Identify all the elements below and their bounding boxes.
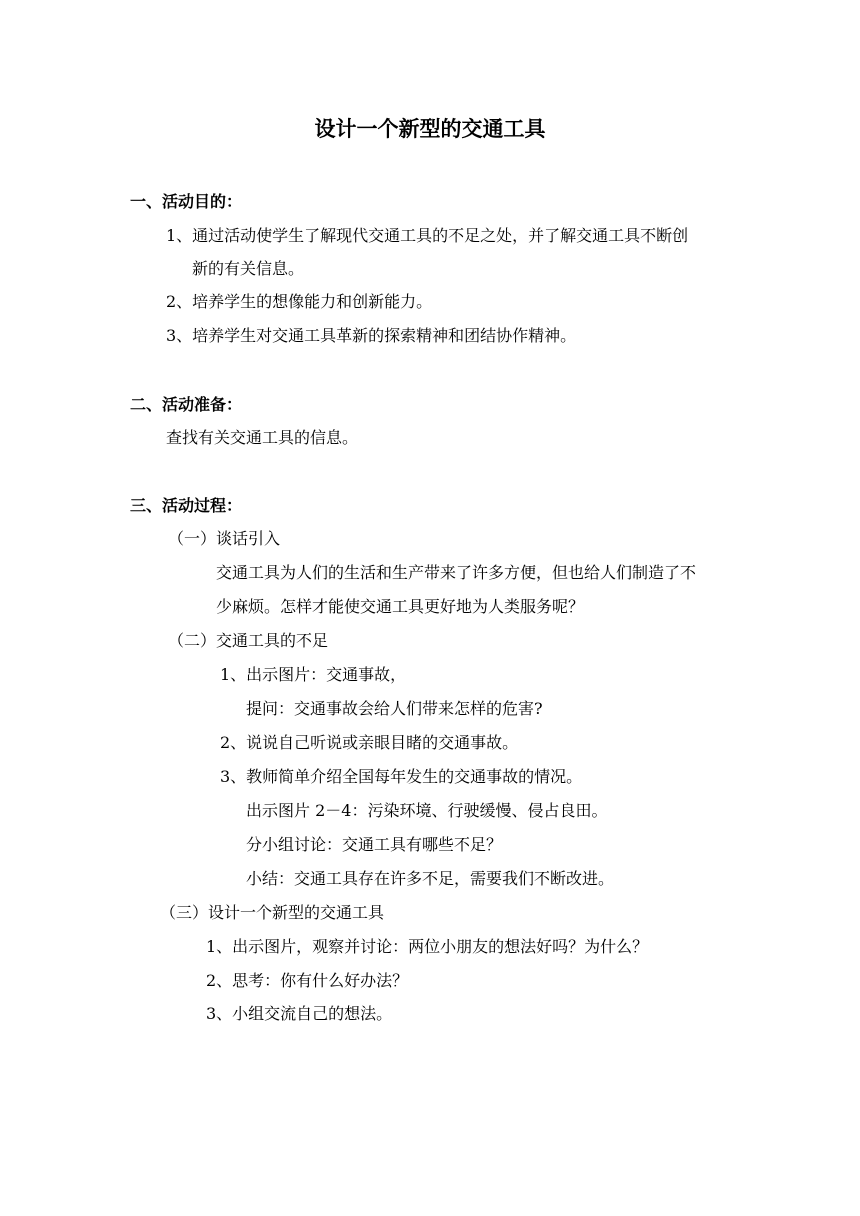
- part1-text-line2: 少麻烦。怎样才能使交通工具更好地为人类服务呢？: [216, 597, 585, 616]
- part2-item1: 1、出示图片：交通事故，: [220, 665, 407, 684]
- part2-heading: （二）交通工具的不足: [168, 631, 329, 650]
- section3-heading: 三、活动过程：: [130, 496, 243, 515]
- part2-item3: 3、教师简单介绍全国每年发生的交通事故的情况。: [220, 767, 583, 786]
- section1-item1-line1: 1、通过活动使学生了解现代交通工具的不足之处，并了解交通工具不断创: [166, 226, 689, 245]
- section2-heading: 二、活动准备：: [130, 395, 243, 414]
- part3-item2: 2、思考：你有什么好办法？: [206, 971, 409, 990]
- part3-item3: 3、小组交流自己的想法。: [206, 1004, 393, 1023]
- part1-text-line1: 交通工具为人们的生活和生产带来了许多方便，但也给人们制造了不: [216, 563, 697, 582]
- section1-item3: 3、培养学生对交通工具革新的探索精神和团结协作精神。: [166, 326, 577, 345]
- part3-heading: （三）设计一个新型的交通工具: [160, 903, 385, 922]
- part2-item3-sub2: 分小组讨论：交通工具有哪些不足？: [246, 835, 503, 854]
- part2-item3-sub1: 出示图片 2－4：污染环境、行驶缓慢、侵占良田。: [246, 801, 608, 820]
- part3-item1: 1、出示图片，观察并讨论：两位小朋友的想法好吗？为什么？: [206, 937, 649, 956]
- section1-item1-line2: 新的有关信息。: [192, 259, 305, 278]
- part1-heading: （一）谈话引入: [168, 529, 281, 548]
- section1-heading: 一、活动目的：: [130, 192, 243, 211]
- document-title: 设计一个新型的交通工具: [314, 117, 546, 141]
- part2-item3-sub3: 小结：交通工具存在许多不足，需要我们不断改进。: [246, 869, 615, 888]
- part2-item2: 2、说说自己听说或亲眼目睹的交通事故。: [220, 733, 519, 752]
- section1-item2: 2、培养学生的想像能力和创新能力。: [166, 292, 433, 311]
- part2-item1-sub: 提问：交通事故会给人们带来怎样的危害?: [246, 699, 543, 718]
- section2-text: 查找有关交通工具的信息。: [166, 428, 359, 447]
